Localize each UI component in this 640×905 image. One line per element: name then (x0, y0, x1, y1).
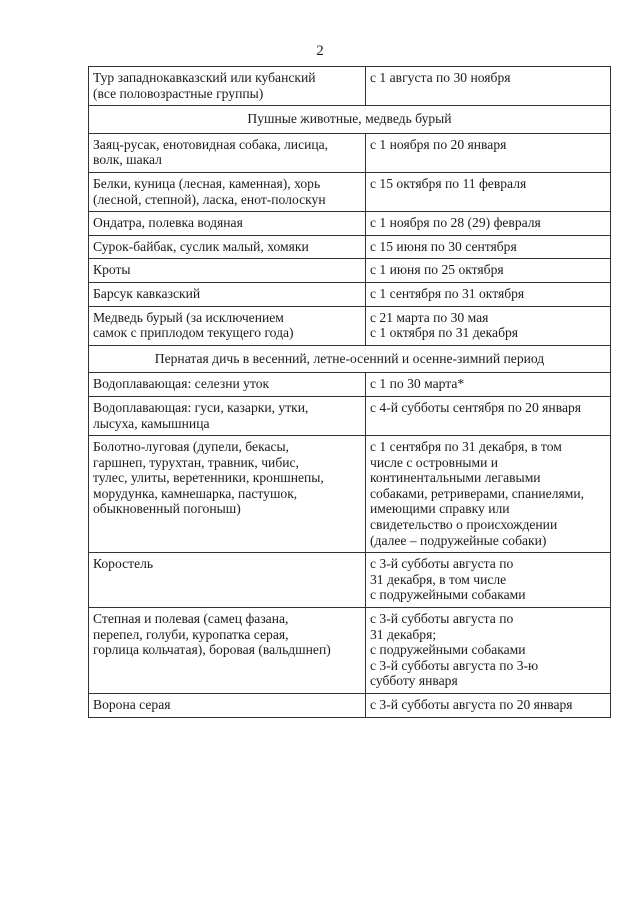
table-row (89, 608, 611, 694)
period-cell (366, 259, 611, 283)
species-line: гаршнеп, турухтан, травник, чибис, (93, 454, 299, 470)
table-row (89, 373, 611, 397)
period-line: с 15 июня по 30 сентября (370, 238, 517, 254)
species-line: Медведь бурый (за исключением (93, 309, 284, 325)
species-line: Барсук кавказский (93, 285, 201, 301)
period-cell (366, 133, 611, 172)
species-cell (89, 282, 366, 306)
period-line: субботу января (370, 673, 458, 689)
period-cell (366, 396, 611, 435)
species-line: волк, шакал (93, 152, 162, 168)
species-line: морудунка, камнешарка, пастушок, (93, 485, 298, 501)
period-line: с 4-й субботы сентября по 20 января (370, 399, 582, 415)
species-cell (89, 436, 366, 553)
species-line: самок с приплодом текущего года) (93, 325, 294, 341)
period-cell (366, 436, 611, 553)
period-line: с 3-й субботы августа по (370, 611, 514, 627)
species-line: Коростель (93, 556, 154, 572)
period-line: с 1 по 30 марта* (370, 376, 465, 392)
period-line: с 21 марта по 30 мая (370, 309, 489, 325)
period-line: с 1 августа по 30 ноября (370, 70, 511, 85)
period-line: континентальными легавыми (370, 470, 541, 486)
species-cell (89, 235, 366, 259)
period-line: свидетельство о происхождении (370, 517, 558, 533)
species-cell (89, 306, 366, 345)
period-line: 31 декабря, в том числе (370, 571, 507, 587)
table-row (89, 172, 611, 211)
period-line: 31 декабря; (370, 626, 437, 642)
species-cell (89, 553, 366, 608)
species-line: Кроты (93, 262, 131, 278)
species-cell (89, 396, 366, 435)
period-cell (366, 306, 611, 345)
period-line: с 3-й субботы августа по (370, 556, 514, 572)
species-line: Белки, куница (лесная, каменная), хорь (93, 175, 321, 191)
table-row (89, 306, 611, 345)
period-line: с 1 октября по 31 декабря (370, 325, 519, 341)
species-line: Водоплавающая: селезни уток (93, 376, 270, 392)
species-line: Болотно-луговая (дупели, бекасы, (93, 439, 290, 455)
species-line: Ондатра, полевка водяная (93, 215, 243, 231)
period-line: с 3-й субботы августа по 20 января (370, 697, 573, 712)
table-row (89, 133, 611, 172)
period-line: имеющими справку или (370, 501, 510, 517)
section-header-row (89, 345, 611, 373)
period-line: числе с островными и (370, 454, 499, 470)
period-line: с 1 ноября по 28 (29) февраля (370, 215, 541, 231)
table-row (89, 259, 611, 283)
period-cell (366, 172, 611, 211)
species-line: Тур западнокавказский или кубанский (93, 70, 316, 85)
period-cell (366, 373, 611, 397)
period-cell (366, 212, 611, 236)
species-line: Водоплавающая: гуси, казарки, утки, (93, 399, 309, 415)
species-line: Сурок-байбак, суслик малый, хомяки (93, 238, 309, 254)
period-cell (366, 282, 611, 306)
species-cell (89, 259, 366, 283)
period-cell (366, 694, 611, 718)
period-cell (366, 608, 611, 694)
period-cell (366, 235, 611, 259)
period-line: с подружейными собаками (370, 642, 526, 658)
table-row (89, 553, 611, 608)
section-header-row (89, 106, 611, 134)
species-line: Ворона серая (93, 697, 171, 712)
period-line: собаками, ретриверами, спаниелями, (370, 485, 585, 501)
period-line: с 3-й субботы августа по 3-ю (370, 657, 539, 673)
period-line: (далее – подружейные собаки) (370, 532, 547, 548)
period-line: с подружейными собаками (370, 587, 526, 603)
hunting-seasons-table (88, 66, 611, 718)
species-cell (89, 172, 366, 211)
species-cell (89, 373, 366, 397)
period-cell (366, 553, 611, 608)
period-line: с 1 сентября по 31 октября (370, 285, 525, 301)
species-line: (все половозрастные группы) (93, 85, 264, 101)
table-row (89, 67, 611, 106)
period-line: с 15 октября по 11 февраля (370, 175, 527, 191)
table-row (89, 436, 611, 553)
species-line: Степная и полевая (самец фазана, (93, 611, 289, 627)
section-title: Пушные животные, медведь бурый (89, 106, 611, 134)
species-line: обыкновенный погоныш) (93, 501, 241, 517)
species-line: перепел, голуби, куропатка серая, (93, 626, 289, 642)
species-line: горлица кольчатая), боровая (вальдшнеп) (93, 642, 331, 658)
species-line: лысуха, камышница (93, 415, 210, 431)
species-cell (89, 133, 366, 172)
period-cell (366, 67, 611, 106)
species-cell (89, 67, 366, 106)
section-title: Пернатая дичь в весенний, летне-осенний и осенне-зимний период (89, 345, 611, 373)
table-row (89, 235, 611, 259)
species-cell (89, 694, 366, 718)
species-cell (89, 608, 366, 694)
table-row (89, 694, 611, 718)
page-number: 2 (316, 43, 324, 59)
table-row (89, 396, 611, 435)
species-cell (89, 212, 366, 236)
period-line: с 1 ноября по 20 января (370, 136, 507, 152)
period-line: с 1 июня по 25 октября (370, 262, 504, 278)
period-line: с 1 сентября по 31 декабря, в том (370, 439, 562, 455)
species-line: (лесной, степной), ласка, енот-полоскун (93, 191, 326, 207)
table-row (89, 282, 611, 306)
species-line: Заяц-русак, енотовидная собака, лисица, (93, 136, 329, 152)
species-line: тулес, улиты, веретенники, кроншнепы, (93, 470, 324, 486)
table-row (89, 212, 611, 236)
